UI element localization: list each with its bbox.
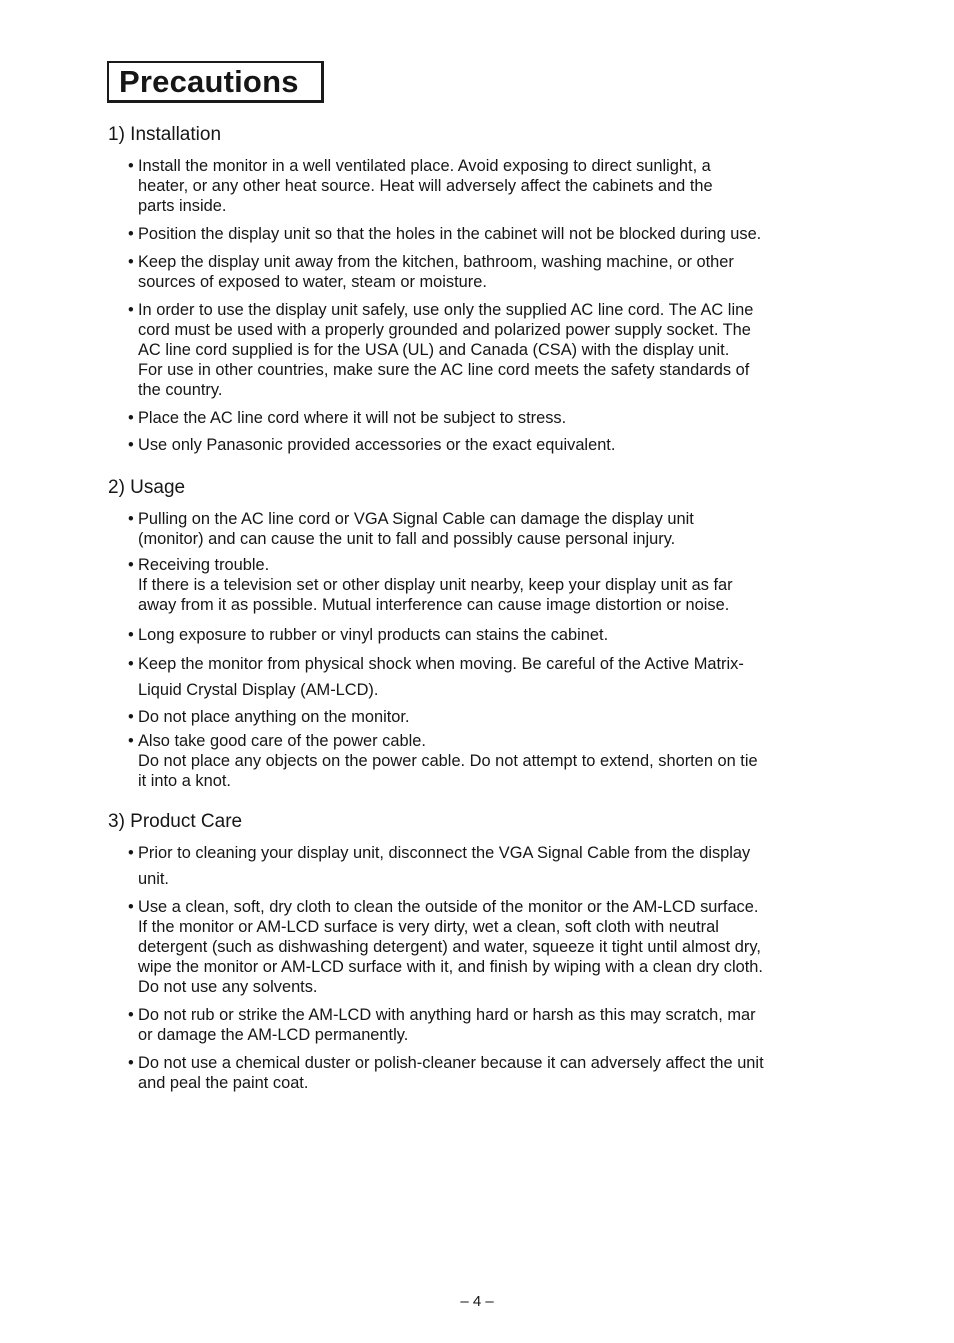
list-item-text: Position the display unit so that the holes in the cabinet will not be blocked during use. — [138, 225, 762, 243]
list-item — [128, 840, 848, 892]
bullet-icon: • — [128, 1054, 134, 1072]
list-item — [128, 555, 848, 615]
list-item-text: Place the AC line cord where it will not be subject to stress. — [138, 409, 567, 427]
list-item-text: Do not use a chemical duster or polish-cleaner because it can adversely affect the unit and peal the paint coat. — [138, 1054, 764, 1092]
page-number: – 4 – — [460, 1293, 494, 1310]
list-item-text: Keep the monitor from physical shock when moving. Be careful of the Active Matrix- Liquid Crystal Display (AM-LCD). — [138, 655, 744, 699]
bullet-icon: • — [128, 626, 134, 644]
list-item — [128, 625, 848, 645]
bullet-icon: • — [128, 510, 134, 528]
list-item-text: Receiving trouble. If there is a television set or other display unit nearby, keep your display unit as far away from it as possible. Mutual interference can cause image distortion or noise. — [138, 556, 733, 614]
list-item — [128, 1053, 848, 1093]
list-item-text: Use a clean, soft, dry cloth to clean the outside of the monitor or the AM-LCD surface. If the monitor or AM-LCD surface is very dirty, wet a clean, soft cloth with neutral detergent (such as dishwashing detergent) and water, squeeze it tight until almost dry, wipe the monitor or AM-LCD surface with it, and finish by wiping with a clean dry cloth. Do not use any solvents. — [138, 898, 763, 996]
bullet-icon: • — [128, 732, 134, 750]
bullet-icon: • — [128, 225, 134, 243]
list-item-text: In order to use the display unit safely, use only the supplied AC line cord. The AC line cord must be used with a properly grounded and polarized power supply socket. The AC line cord supplied is for the USA (UL) and Canada (CSA) with the display unit. For use in other countries, make sure the AC line cord meets the safety standards of the country. — [138, 301, 754, 399]
section-heading-product-care: 3) Product Care — [108, 811, 243, 832]
title-box — [107, 61, 324, 103]
bullet-icon: • — [128, 409, 134, 427]
list-item-text: Do not place anything on the monitor. — [138, 708, 410, 726]
list-item — [128, 156, 848, 216]
page-title: Precautions — [119, 64, 299, 99]
list-item — [128, 252, 848, 292]
list-item-text: Prior to cleaning your display unit, disconnect the VGA Signal Cable from the display unit. — [138, 844, 751, 888]
list-item-text: Long exposure to rubber or vinyl products can stains the cabinet. — [138, 626, 609, 644]
list-item — [128, 651, 848, 703]
section-heading-installation: 1) Installation — [108, 124, 222, 145]
list-item-text: Install the monitor in a well ventilated place. Avoid exposing to direct sunlight, a heater, or any other heat source. Heat will adversely affect the cabinets and the parts inside. — [138, 157, 713, 215]
bullet-icon: • — [128, 708, 134, 726]
list-item — [128, 408, 848, 428]
bullet-icon: • — [128, 253, 134, 271]
bullet-icon: • — [128, 157, 134, 175]
list-item-text: Also take good care of the power cable. Do not place any objects on the power cable. Do not attempt to extend, shorten on tie it into a knot. — [138, 732, 758, 790]
list-item — [128, 897, 848, 997]
bullet-icon: • — [128, 1006, 134, 1024]
bullet-icon: • — [128, 898, 134, 916]
bullet-icon: • — [128, 436, 134, 454]
list-item-text: Do not rub or strike the AM-LCD with anything hard or harsh as this may scratch, mar or damage the AM-LCD permanently. — [138, 1006, 756, 1044]
list-item — [128, 435, 848, 455]
section-heading-usage: 2) Usage — [108, 477, 186, 498]
list-item-text: Use only Panasonic provided accessories or the exact equivalent. — [138, 436, 616, 454]
bullet-icon: • — [128, 301, 134, 319]
bullet-icon: • — [128, 844, 134, 862]
list-item — [128, 707, 848, 727]
list-item — [128, 224, 848, 244]
list-item — [128, 731, 848, 791]
bullet-icon: • — [128, 556, 134, 574]
list-item — [128, 1005, 848, 1045]
list-item-text: Pulling on the AC line cord or VGA Signal Cable can damage the display unit (monitor) and can cause the unit to fall and possibly cause personal injury. — [138, 510, 694, 548]
list-item — [128, 300, 848, 400]
list-item-text: Keep the display unit away from the kitchen, bathroom, washing machine, or other sources of exposed to water, steam or moisture. — [138, 253, 734, 291]
bullet-icon: • — [128, 655, 134, 673]
list-item — [128, 509, 848, 549]
